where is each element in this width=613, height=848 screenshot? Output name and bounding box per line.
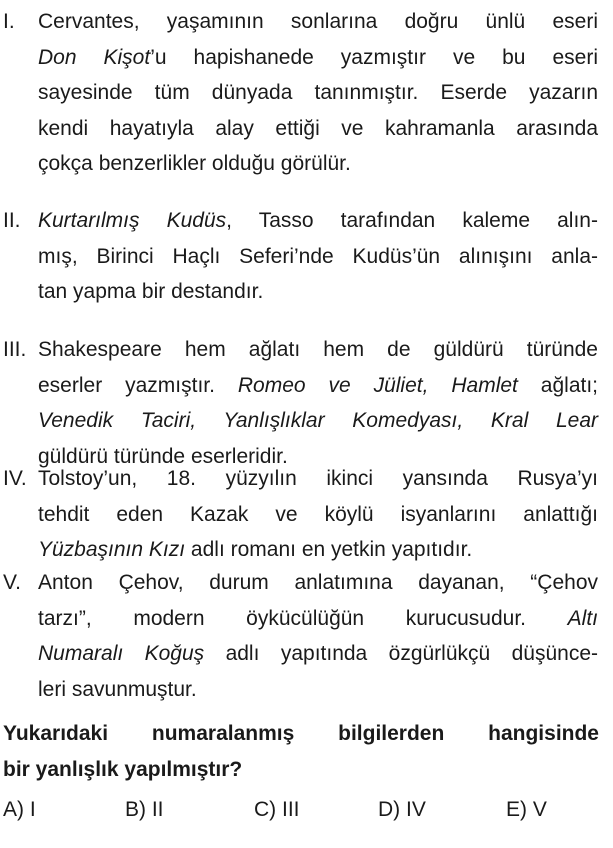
statement-line (38, 4, 598, 39)
statement-text: kendi hayatıyla alay ettiği ve kahramanla arasında (38, 116, 598, 140)
statement-text: mış, Birinci Haçlı Seferi’nde Kudüs’ün alınışını anla- (38, 244, 598, 268)
choice-e[interactable]: E) V (506, 798, 547, 821)
statement-line (38, 461, 598, 496)
answer-choices (3, 792, 599, 828)
statement-number: V. (3, 571, 21, 594)
statement-text: tarzı”, modern öykücülüğün kurucusudur. (38, 606, 568, 630)
statement-number: II. (3, 209, 21, 232)
statement-line (38, 111, 598, 146)
statement-text: tan yapma bir destandır. (38, 280, 264, 303)
statement-line (38, 601, 598, 636)
statement-line (38, 239, 598, 274)
statement-text: eserler yazmıştır. (38, 373, 238, 397)
statement-number: I. (3, 10, 15, 33)
statement-text: leri savunmuştur. (38, 677, 197, 701)
statement-text: ağlatı; (517, 373, 598, 397)
statement-line (38, 532, 598, 567)
statement-line (38, 497, 598, 532)
statement-text: sayesinde tüm dünyada tanınmıştır. Eserde yazarın (38, 81, 598, 104)
statement-text: çokça benzerlikler olduğu görülür. (38, 152, 351, 175)
choice-d[interactable]: D) IV (378, 798, 426, 821)
italic-title-text: Altı (567, 606, 598, 630)
statement-number: III. (3, 338, 27, 361)
statement-line (38, 565, 598, 600)
italic-title-text: Don Kişot (38, 45, 151, 69)
statement-line (38, 636, 598, 671)
statement-text: , Tasso tarafından kaleme alın- (226, 209, 598, 232)
statement-line (38, 146, 598, 181)
statement-text: Shakespeare hem ağlatı hem de güldürü türünde (38, 338, 598, 361)
statement-text: Cervantes, yaşamının sonlarına doğru ünlü eseri (38, 10, 598, 33)
statement-text: Anton Çehov, durum anlatımına dayanan, “Çehov (38, 571, 598, 594)
statement-text: güldürü türünde eserleridir. (38, 444, 288, 468)
italic-title-text: Numaralı Koğuş (38, 642, 205, 665)
statement-line (38, 368, 598, 403)
italic-title-text: Venedik Taciri, Yanlışlıklar Komedyası, Kral Lear (38, 409, 598, 432)
choice-b[interactable]: B) II (125, 798, 164, 821)
choice-c[interactable]: C) III (254, 798, 300, 821)
statement-text: ’u hapishanede yazmıştır ve bu eseri (150, 45, 598, 69)
italic-title-text: Romeo ve Jüliet, Hamlet (237, 373, 518, 397)
statement-text: adlı romanı en yetkin yapıtıdır. (185, 538, 473, 561)
statement-line (38, 40, 598, 75)
question-stem (3, 716, 599, 788)
choice-a[interactable]: A) I (3, 798, 36, 821)
statement-line (38, 75, 598, 110)
statement-line (38, 203, 598, 238)
italic-title-text: Kurtarılmış Kudüs (38, 209, 227, 232)
statement-text: tehdit eden Kazak ve köylü isyanlarını anlattığı (38, 502, 598, 526)
statement-line (38, 332, 598, 367)
statement-line (38, 403, 598, 438)
question-line: Yukarıdaki numaralanmış bilgilerden hangisinde (3, 722, 599, 745)
statement-text: adlı yapıtında özgürlükçü düşünce- (204, 642, 598, 665)
question-line: bir yanlışlık yapılmıştır? (3, 758, 243, 781)
statement-line (38, 274, 598, 309)
statement-number: IV. (3, 467, 27, 490)
statement-text: Tolstoy’un, 18. yüzyılın ikinci yansında Rusya’yı (38, 467, 598, 490)
italic-title-text: Yüzbaşının Kızı (38, 538, 186, 561)
statement-line (38, 672, 598, 707)
